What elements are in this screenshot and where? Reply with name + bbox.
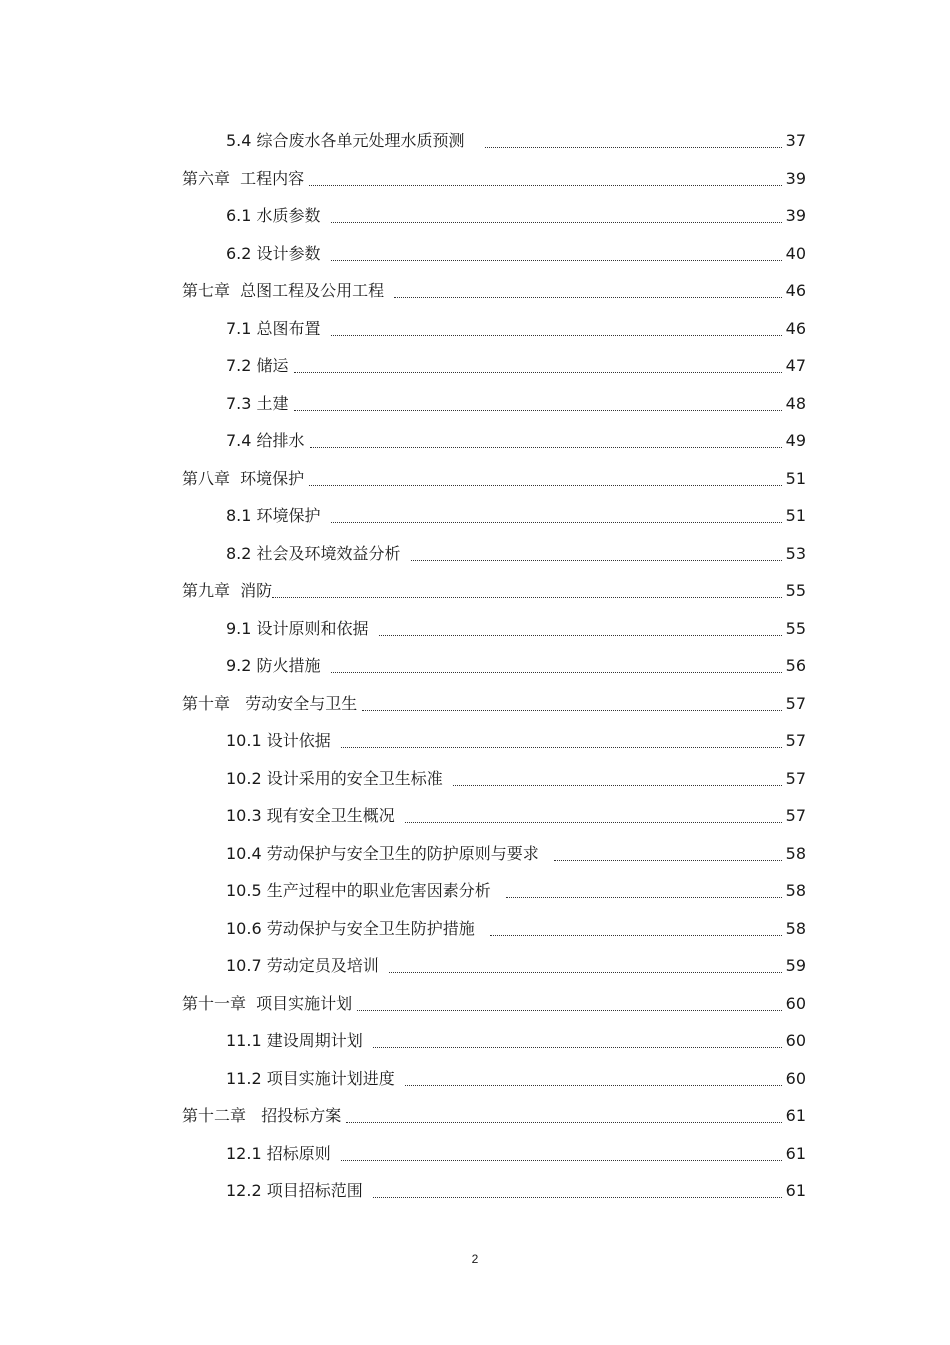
toc-dot-leader (346, 1121, 782, 1123)
toc-dot-leader (357, 1009, 782, 1011)
toc-entry-page: 47 (785, 356, 806, 375)
toc-entry-title: 8.1 环境保护 (226, 506, 331, 525)
toc-entry-page: 55 (785, 581, 806, 600)
toc-dot-leader (331, 259, 782, 261)
toc-entry-page: 58 (785, 918, 806, 938)
toc-entry-title: 第八章 环境保护 (182, 468, 310, 488)
toc-section-entry[interactable] (0, 797, 950, 827)
toc-entry-page: 51 (785, 506, 806, 525)
toc-entry-title: 11.2 项目实施计划进度 (226, 1068, 405, 1088)
toc-dot-leader (331, 671, 782, 673)
toc-dot-leader (405, 821, 782, 823)
toc-entry-title: 第六章 工程内容 (182, 168, 310, 188)
toc-entry-page: 57 (785, 768, 806, 788)
toc-dot-leader (373, 1196, 782, 1198)
toc-section-entry[interactable] (0, 385, 950, 415)
toc-entry-page: 60 (785, 993, 806, 1013)
toc-entry-title: 第七章 总图工程及公用工程 (182, 281, 395, 300)
toc-section-entry[interactable] (0, 422, 950, 452)
toc-chapter-entry[interactable] (0, 460, 950, 490)
toc-entry-title: 7.3 土建 (226, 393, 294, 413)
toc-dot-leader (379, 634, 782, 636)
toc-entry-title: 10.3 现有安全卫生概况 (226, 806, 405, 825)
toc-entry-title: 5.4 综合废水各单元处理水质预测 (226, 131, 485, 150)
toc-entry-title: 9.2 防火措施 (226, 656, 331, 675)
toc-entry-page: 37 (785, 131, 806, 150)
toc-dot-leader (331, 521, 782, 523)
toc-chapter-entry[interactable] (0, 1097, 950, 1127)
toc-section-entry[interactable] (0, 197, 950, 227)
toc-entry-title: 10.6 劳动保护与安全卫生防护措施 (226, 918, 490, 938)
toc-entry-title: 6.2 设计参数 (226, 243, 331, 263)
toc-entry-page: 60 (785, 1031, 806, 1050)
toc-dot-leader (554, 859, 782, 861)
toc-dot-leader (331, 221, 782, 223)
toc-dot-leader (310, 446, 782, 448)
toc-chapter-entry[interactable] (0, 572, 950, 602)
toc-dot-leader (294, 409, 782, 411)
toc-section-entry[interactable] (0, 310, 950, 340)
toc-entry-title: 11.1 建设周期计划 (226, 1031, 373, 1050)
toc-section-entry[interactable] (0, 497, 950, 527)
toc-entry-page: 53 (785, 543, 806, 563)
toc-entry-title: 12.2 项目招标范围 (226, 1181, 373, 1200)
toc-entry-page: 55 (785, 618, 806, 638)
toc-entry-title: 10.4 劳动保护与安全卫生的防护原则与要求 (226, 843, 554, 863)
toc-entry-page: 61 (785, 1143, 806, 1163)
toc-dot-leader (331, 334, 782, 336)
toc-section-entry[interactable] (0, 835, 950, 865)
toc-section-entry[interactable] (0, 1022, 950, 1052)
toc-dot-leader (389, 971, 782, 973)
toc-dot-leader (309, 484, 782, 486)
toc-entry-title: 10.7 劳动定员及培训 (226, 956, 389, 975)
toc-section-entry[interactable] (0, 122, 950, 152)
toc-dot-leader (272, 596, 782, 598)
toc-entry-title: 6.1 水质参数 (226, 206, 331, 225)
toc-entry-title: 第十一章 项目实施计划 (182, 993, 358, 1013)
toc-dot-leader (490, 934, 782, 936)
toc-entry-page: 46 (785, 318, 806, 338)
toc-entry-page: 49 (785, 431, 806, 450)
toc-entry-title: 第九章 消防 (182, 581, 273, 600)
toc-section-entry[interactable] (0, 722, 950, 752)
toc-entry-title: 12.1 招标原则 (226, 1143, 341, 1163)
toc-entry-page: 57 (785, 806, 806, 825)
toc-dot-leader (394, 296, 782, 298)
toc-chapter-entry[interactable] (0, 272, 950, 302)
toc-entry-page: 40 (785, 243, 806, 263)
toc-entry-title: 第十章 劳动安全与卫生 (182, 693, 363, 713)
toc-section-entry[interactable] (0, 1172, 950, 1202)
toc-entry-title: 10.1 设计依据 (226, 731, 341, 750)
toc-entry-page: 39 (785, 168, 806, 188)
page-number: 2 (471, 1252, 479, 1266)
toc-dot-leader (373, 1046, 782, 1048)
toc-entry-page: 61 (785, 1106, 806, 1125)
toc-entry-title: 10.2 设计采用的安全卫生标准 (226, 768, 453, 788)
toc-entry-page: 56 (785, 656, 806, 675)
toc-chapter-entry[interactable] (0, 685, 950, 715)
toc-chapter-entry[interactable] (0, 160, 950, 190)
toc-entry-page: 58 (785, 843, 806, 863)
toc-entry-page: 57 (785, 731, 806, 750)
toc-dot-leader (309, 184, 782, 186)
toc-dot-leader (453, 784, 782, 786)
toc-section-entry[interactable] (0, 1135, 950, 1165)
toc-dot-leader (341, 1159, 782, 1161)
toc-entry-title: 7.1 总图布置 (226, 318, 331, 338)
toc-entry-page: 57 (785, 693, 806, 713)
toc-entry-page: 39 (785, 206, 806, 225)
toc-entry-page: 48 (785, 393, 806, 413)
toc-entry-title: 10.5 生产过程中的职业危害因素分析 (226, 881, 506, 900)
toc-entry-page: 51 (785, 468, 806, 488)
toc-entry-page: 59 (785, 956, 806, 975)
toc-section-entry[interactable] (0, 947, 950, 977)
toc-section-entry[interactable] (0, 535, 950, 565)
toc-section-entry[interactable] (0, 872, 950, 902)
toc-section-entry[interactable] (0, 610, 950, 640)
toc-section-entry[interactable] (0, 347, 950, 377)
toc-section-entry[interactable] (0, 1060, 950, 1090)
toc-entry-page: 60 (785, 1068, 806, 1088)
toc-section-entry[interactable] (0, 760, 950, 790)
toc-entry-title: 第十二章 招投标方案 (182, 1106, 347, 1125)
toc-dot-leader (485, 146, 782, 148)
toc-entry-page: 61 (785, 1181, 806, 1200)
toc-section-entry[interactable] (0, 647, 950, 677)
toc-entry-title: 7.2 储运 (226, 356, 294, 375)
toc-entry-title: 7.4 给排水 (226, 431, 310, 450)
toc-dot-leader (405, 1084, 782, 1086)
toc-dot-leader (294, 371, 782, 373)
toc-dot-leader (411, 559, 782, 561)
toc-entry-title: 9.1 设计原则和依据 (226, 618, 379, 638)
toc-section-entry[interactable] (0, 235, 950, 265)
toc-dot-leader (341, 746, 782, 748)
toc-chapter-entry[interactable] (0, 985, 950, 1015)
toc-entry-page: 46 (785, 281, 806, 300)
toc-dot-leader (506, 896, 782, 898)
toc-dot-leader (362, 709, 782, 711)
toc-entry-page: 58 (785, 881, 806, 900)
toc-section-entry[interactable] (0, 910, 950, 940)
toc-entry-title: 8.2 社会及环境效益分析 (226, 543, 411, 563)
